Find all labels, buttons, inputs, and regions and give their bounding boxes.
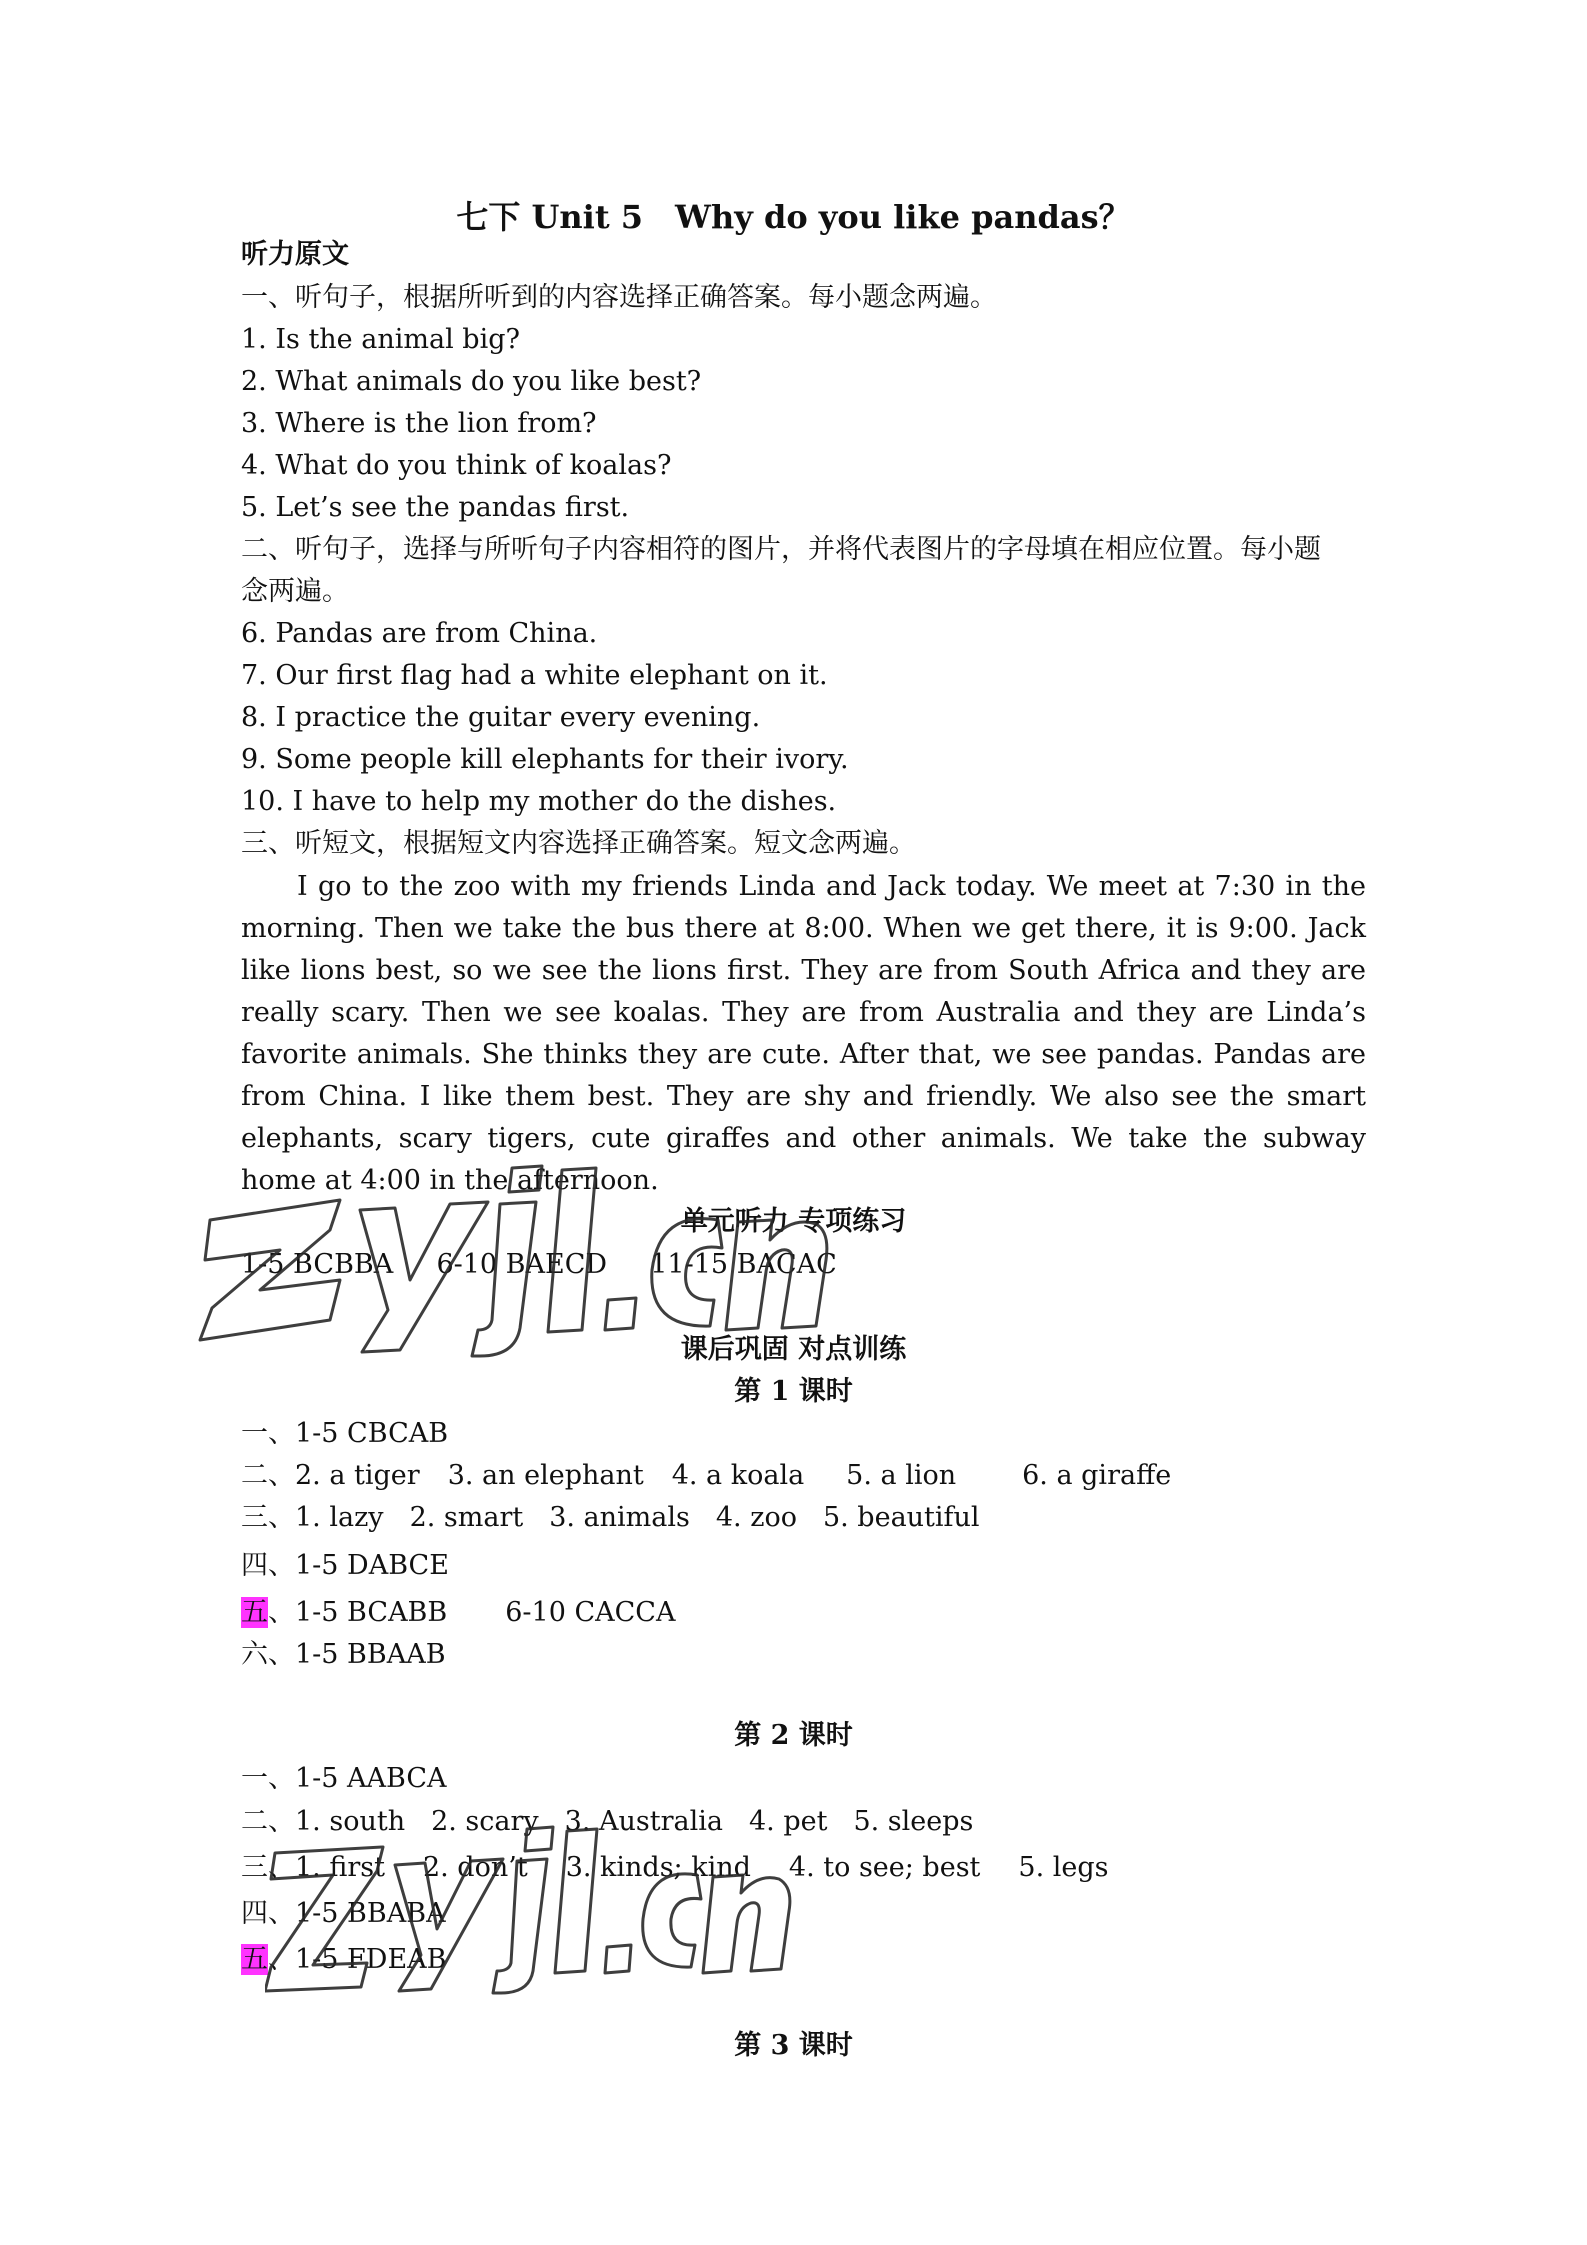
section1-line: 4. What do you think of koalas? [241, 450, 672, 481]
section1-header: 一、听句子，根据所听到的内容选择正确答案。每小题念两遍。 [241, 282, 997, 313]
lesson3-heading: 第 3 课时 [734, 2030, 853, 2061]
lesson1-line5 [241, 1593, 675, 1633]
section1-line: 3. Where is the lion from? [241, 408, 597, 439]
answer-item: 4. a koala [671, 1460, 805, 1491]
answer-item: 5. legs [1018, 1852, 1109, 1883]
answer-item: 5. sleeps [853, 1806, 974, 1837]
watermark-logo [265, 1825, 805, 1995]
line-prefix: 三、 [241, 1502, 295, 1533]
answer-item: 2. a tiger [295, 1460, 420, 1491]
watermark-logo [190, 1160, 830, 1360]
answer-item: 6-10 CACCA [505, 1597, 676, 1628]
answer-item: 3. an elephant [447, 1460, 644, 1491]
section3-header: 三、听短文，根据短文内容选择正确答案。短文念两遍。 [241, 828, 916, 859]
listening-heading: 听力原文 [241, 239, 349, 270]
section2-header: 二、听句子，选择与所听句子内容相符的图片，并将代表图片的字母填在相应位置。每小题 [241, 534, 1321, 565]
answer-group: 11-15 BACAC [650, 1249, 837, 1280]
answer-item: 1. lazy [295, 1502, 384, 1533]
section2-line: 6. Pandas are from China. [241, 618, 598, 649]
answer-item: 、1-5 FDEAB [268, 1944, 447, 1975]
answer-item: 5. a lion [846, 1460, 957, 1491]
answer-item: 4. zoo [715, 1502, 797, 1533]
passage: I go to the zoo with my friends Linda and Jack today. We meet at 7:30 in the morning. Then we take the bus there at 8:00. When we get there, it is 9:00. Jack like lions best, so we see the lions first. They are from South Africa and they are really scary. Then we see koalas. They are from Australia and they are Linda’s favorite animals. She thinks they are cute. After that, we see pandas. Pandas are from China. I like them best. They are shy and friendly. We also see the smart elephants, scary tigers, cute giraffes and other animals. We take the subway home at 4:00 in the afternoon. [241, 871, 1366, 1196]
answer-item: 6. a giraffe [1022, 1460, 1172, 1491]
lesson1-line3 [241, 1498, 980, 1538]
answer-item: 4. pet [748, 1806, 828, 1837]
section1-line: 5. Let’s see the pandas first. [241, 492, 630, 523]
section1-line: 1. Is the animal big? [241, 324, 520, 355]
answer-item: 、1-5 BCABB [268, 1597, 448, 1628]
lesson1-heading: 第 1 课时 [734, 1376, 853, 1407]
after-class-heading: 课后巩固 对点训练 [680, 1334, 907, 1365]
line-prefix: 二、 [241, 1806, 295, 1837]
answer-item: 2. scary [431, 1806, 539, 1837]
lesson2-heading: 第 2 课时 [734, 1720, 853, 1751]
lesson1-line2 [241, 1456, 1171, 1496]
page-title: 七下 Unit 5 Why do you like pandas？ [456, 198, 1131, 236]
lesson1-line6: 六、1-5 BBAAB [241, 1639, 446, 1670]
answer-group: 6-10 BAECD [436, 1249, 608, 1280]
answer-item: 2. don’t [422, 1852, 528, 1883]
section2-line: 7. Our first flag had a white elephant on it. [241, 660, 828, 691]
highlight-mark: 五 [241, 1597, 268, 1628]
section2-line: 9. Some people kill elephants for their ivory. [241, 744, 849, 775]
answer-item: 1. south [295, 1806, 406, 1837]
section2-line: 10. I have to help my mother do the dishes. [241, 786, 837, 817]
answer-item: 3. kinds; kind [565, 1852, 751, 1883]
lesson2-line4: 四、1-5 BBABA [241, 1898, 446, 1929]
highlight-mark: 五 [241, 1944, 268, 1975]
unit-listening-heading: 单元听力 专项练习 [680, 1206, 907, 1237]
answer-group: 1-5 BCBBA [241, 1249, 394, 1280]
answer-item: 1. first [295, 1852, 385, 1883]
line-prefix: 三、 [241, 1852, 295, 1883]
answer-item: 4. to see; best [788, 1852, 981, 1883]
section2-line: 8. I practice the guitar every evening. [241, 702, 761, 733]
section2-header-cont: 念两遍。 [241, 576, 349, 607]
answer-item: 3. animals [549, 1502, 690, 1533]
answer-item: 3. Australia [564, 1806, 723, 1837]
lesson1-line4: 四、1-5 DABCE [241, 1550, 449, 1581]
answer-item: 2. smart [409, 1502, 524, 1533]
section1-line: 2. What animals do you like best? [241, 366, 702, 397]
line-prefix: 二、 [241, 1460, 295, 1491]
answer-item: 5. beautiful [822, 1502, 980, 1533]
lesson2-line1: 一、1-5 AABCA [241, 1763, 447, 1794]
lesson1-line1: 一、1-5 CBCAB [241, 1418, 449, 1449]
